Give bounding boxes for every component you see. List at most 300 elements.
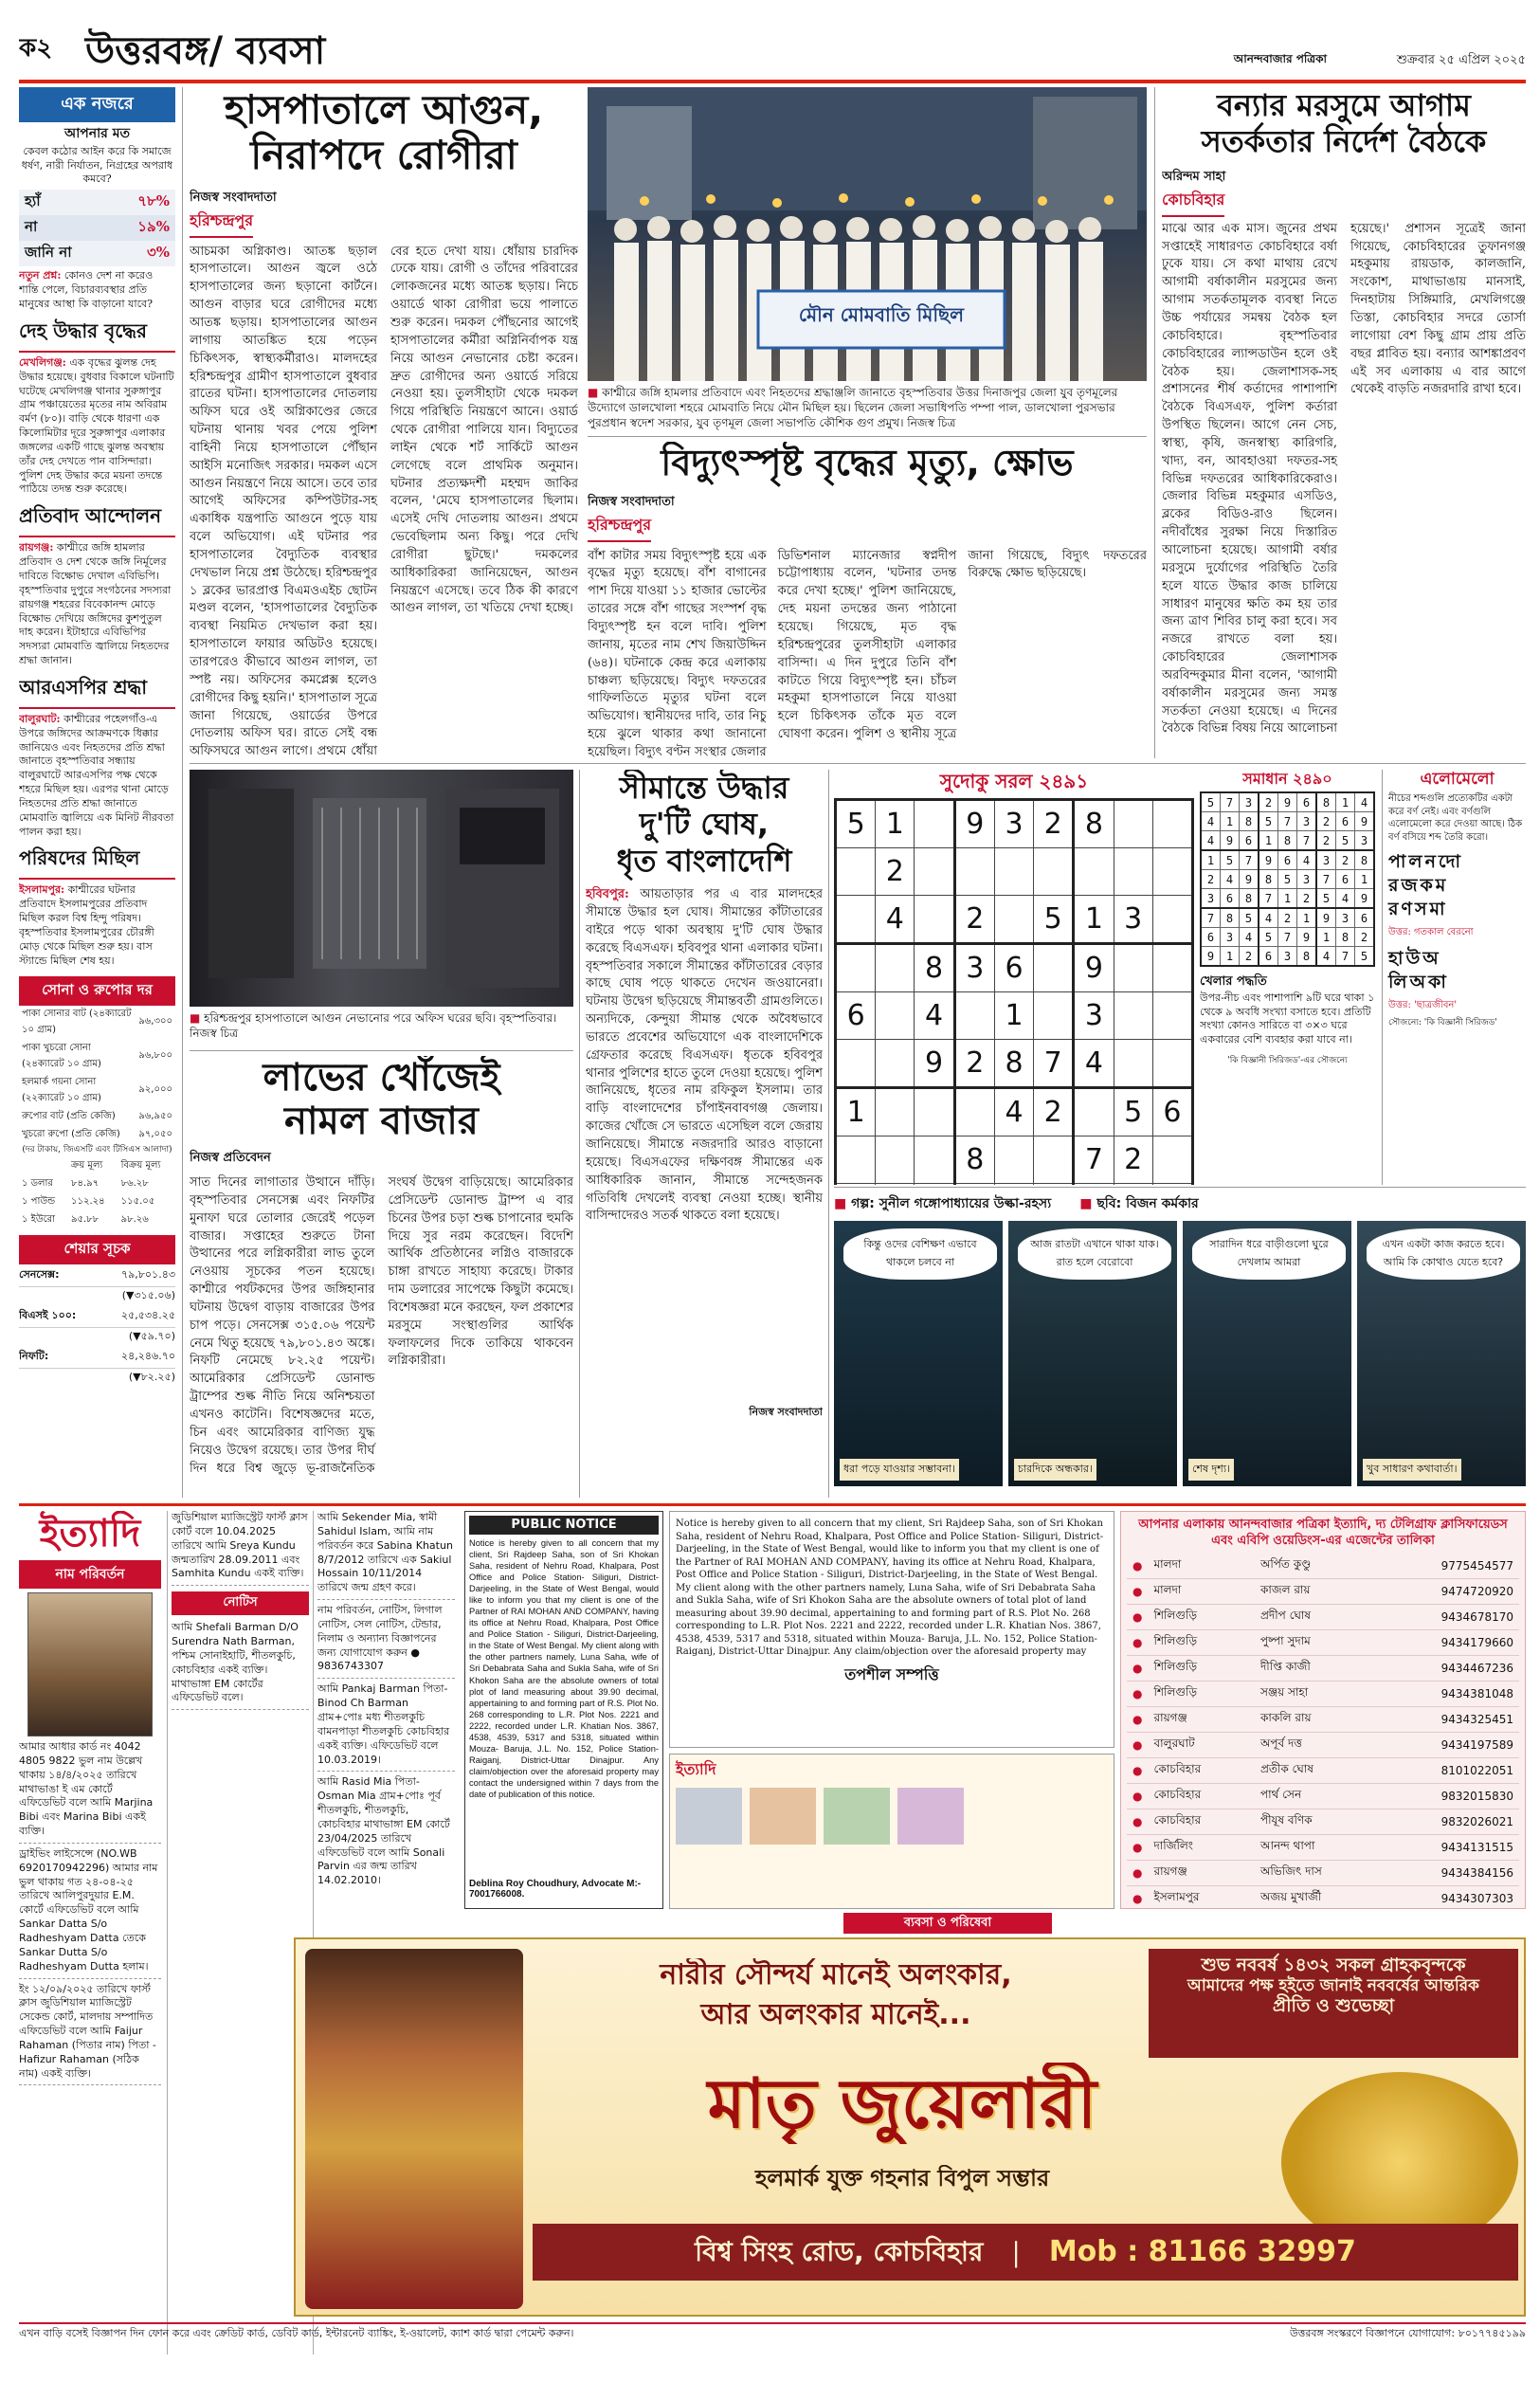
comic-panel [1357, 1221, 1526, 1486]
house-icon [824, 1788, 890, 1845]
byline: নিজস্ব সংবাদদাতা [190, 190, 277, 205]
jewel-subtitle: হলমার্ক যুক্ত গহনার বিপুল সম্ভার [754, 2165, 1050, 2191]
gold-label: খুচরো রুপো (প্রতি কেজি) [22, 1128, 120, 1139]
brief-place: রায়গঞ্জ: [19, 541, 54, 555]
sudoku-cell[interactable]: 3 [954, 944, 994, 992]
sudoku-cell[interactable]: 3 [1114, 896, 1152, 944]
solution-cell: 7 [1240, 850, 1259, 870]
sudoku-cell[interactable] [1152, 896, 1192, 944]
sudoku-cell[interactable] [1074, 848, 1114, 896]
sudoku-cell[interactable] [1152, 944, 1192, 992]
fire-story [190, 87, 578, 758]
solution-cell: 9 [1297, 928, 1317, 947]
currency-sell-head: বিক্রয় মূল্য [120, 1159, 161, 1171]
bullet: ● [1127, 1860, 1148, 1885]
agent-name: অজয় মুখার্জী [1255, 1885, 1396, 1909]
agent-row [1127, 1578, 1519, 1604]
solution-cell: 6 [1259, 947, 1278, 967]
solution-cell: 8 [1297, 947, 1317, 967]
comic-art-text: ছবি: বিজন কর্মকার [1096, 1196, 1199, 1211]
solution-cell: 4 [1201, 831, 1221, 851]
greeting-line: আমাদের পক্ষ হইতে জানাই নববর্ষের আন্তরিক [1187, 1975, 1479, 1995]
sudoku-cell[interactable]: 8 [1074, 800, 1114, 848]
agent-phone[interactable]: 9775454577 [1396, 1554, 1519, 1579]
sudoku-cell[interactable] [1074, 1088, 1114, 1136]
solution-cell: 5 [1259, 928, 1278, 947]
classified-ad: আমার আধার কার্ড নং 4042 4805 9822 ভুল নাম উল্লেখ থাকায় ১৪/৪/২০২৫ তারিখে মাথাভাঙা ই এম কোর্টে এফিডেভিট বলে আমি Marjina Bibi এবং Marina Bibi একই ব্যক্তি। [19, 1740, 161, 1844]
gold-label: হলমার্ক গয়না সোনা (২২ক্যারেট ১০ গ্রাম) [22, 1076, 101, 1103]
rule [834, 1187, 1526, 1188]
solution-cell: 9 [1355, 812, 1375, 831]
stock-change: (▼৫৯.৭০) [128, 1329, 175, 1342]
sudoku-cell[interactable] [876, 1136, 915, 1184]
agent-area: শিলিগুড়ি [1148, 1629, 1254, 1655]
solution-cell: 1 [1259, 831, 1278, 851]
agent-area: বালুরঘাট [1148, 1732, 1254, 1757]
byline: নিজস্ব সংবাদদাতা [588, 494, 675, 509]
sudoku-cell[interactable]: 2 [1034, 1088, 1074, 1136]
solution-row [1201, 792, 1374, 812]
agent-name: পুষ্পা সুদাম [1255, 1629, 1396, 1655]
agent-area: শিলিগুড়ি [1148, 1681, 1254, 1706]
speech-bubble: কিন্তু ওদের বেশিক্ষণ এভাবে থাকলে চলবে না [843, 1228, 997, 1280]
gold-row [19, 1074, 175, 1108]
comic-title-text: গল্প: সুনীল গঙ্গোপাধ্যায়ের উল্কা-রহস্য [851, 1196, 1052, 1211]
sudoku-cell[interactable]: 4 [876, 896, 915, 944]
sudoku-cell[interactable] [915, 1184, 954, 1186]
agent-phone[interactable]: 9434197589 [1396, 1732, 1519, 1757]
jumble-word: পালনদো [1388, 851, 1464, 873]
agent-row [1127, 1809, 1519, 1834]
bullet: ● [1127, 1655, 1148, 1681]
sudoku-row [836, 800, 1193, 848]
sudoku-cell[interactable] [1114, 1040, 1152, 1088]
sudoku-cell[interactable] [836, 944, 876, 992]
solution-cell: 9 [1259, 850, 1278, 870]
brief-text: কাশ্মীরের পহেলগাঁও-এ উপরে জঙ্গিদের আক্রমণকে ধিক্কার জানিয়েও এবং নিহতদের প্রতি শ্রদ্ধা জানাতে বৃহস্পতিবার সন্ধ্যায় বালুরঘাটে আরএসপির পক্ষ থেকে শহরে মিছিল হয়। এরপর থানা মোড়ে নিহতদের প্রতি শ্রদ্ধা জানাতে মোমবাতি জ্বালিয়ে এক মিনিট নীরবতা পালন করা হয়। [19, 712, 174, 838]
sudoku-cell[interactable]: 3 [994, 800, 1033, 848]
brief-title: পরিষদের মিছিল [19, 845, 175, 880]
sudoku-cell[interactable] [1152, 800, 1192, 848]
sudoku-cell[interactable]: 8 [994, 1040, 1033, 1088]
dateline: হরিশ্চন্দ্রপুর [190, 209, 253, 238]
sudoku-cell[interactable] [1152, 1184, 1192, 1186]
jumble-word: লিঅকা [1388, 972, 1449, 993]
sudoku-cell[interactable] [1034, 848, 1074, 896]
poll-label: জানি না [25, 244, 72, 262]
solution-cell: 2 [1355, 928, 1375, 947]
sudoku-cell[interactable] [876, 992, 915, 1040]
solution-cell: 9 [1221, 831, 1240, 851]
sudoku-cell[interactable]: 4 [915, 992, 954, 1040]
sudoku-row [836, 1184, 1193, 1186]
sudoku-cell[interactable] [1152, 1136, 1192, 1184]
gold-title: সোনা ও রুপোর দর [19, 976, 175, 1006]
comic-strip [834, 1192, 1526, 1498]
currency-buy: ৮৪.৯৭ [70, 1177, 100, 1189]
gold-row [19, 1126, 175, 1144]
brief-item [19, 845, 175, 968]
classified-ad: আমি Sekender Mia, স্বামী Sahidul Islam, আমি নাম পরিবর্তন করে Sabina Khatun 8/7/2012 তারিখে এক Sakiul Hossain 10/11/2014 তারিখে জন্ম গ্রহণ করে। [317, 1511, 455, 1600]
brief-text: কাশ্মীরে জঙ্গি হামলার প্রতিবাদ ও দেশ থেকে জঙ্গি নির্মূলের দাবিতে বিক্ষোভ দেখাল এবিভিপি। বৃহস্পতিবার দুপুরে সংগঠনের সদস্যরা রায়গঞ্জ শহরের বিবেকানন্দ মোড়ে বিক্ষোভ দেখিয়ে জঙ্গিদের কুশপুতুল দাহ করেন। ইটাহারে এবিভিপির সদস্যরা মোমবাতি জ্বালিয়ে নিহতদের শ্রদ্ধা জানান। [19, 541, 172, 667]
agent-phone[interactable]: 9434384156 [1396, 1860, 1519, 1885]
bullet: ● [1127, 1757, 1148, 1783]
sudoku-cell[interactable]: 7 [1034, 1040, 1074, 1088]
sudoku-cell[interactable]: 9 [954, 800, 994, 848]
gold-label: পাকা খুচরো সোনা (২৪ক্যারেট ১০ গ্রাম) [22, 1042, 101, 1069]
bullet: ● [1127, 1783, 1148, 1809]
sudoku-cell[interactable] [915, 896, 954, 944]
sudoku-cell[interactable] [994, 896, 1033, 944]
sudoku-cell[interactable]: 4 [994, 1088, 1033, 1136]
poll-next-question: কোনও দেশ না করেও শান্তি পেলে, বিচারব্যবস্থার প্রতি মানুষের আস্থা কি বাড়ানো যাবে? [19, 269, 154, 311]
agent-phone[interactable]: 9434381048 [1396, 1681, 1519, 1706]
property-notice [669, 1511, 1114, 1748]
poll-results [19, 190, 175, 266]
solution-cell: 4 [1240, 928, 1259, 947]
agent-area: মালদা [1148, 1578, 1254, 1604]
border-headline-line: দু'টি ঘোষ, [639, 806, 770, 843]
comic-title: ■ গল্প: সুনীল গঙ্গোপাধ্যায়ের উল্কা-রহস্য [834, 1196, 1052, 1211]
agent-phone[interactable]: 9434678170 [1396, 1604, 1519, 1629]
solution-row [1201, 928, 1374, 947]
fire-headline [190, 87, 578, 179]
comic-panels [834, 1221, 1526, 1486]
sudoku-row [836, 1088, 1193, 1136]
electric-story [588, 442, 1147, 758]
poll-row [19, 241, 175, 266]
solution-cell: 8 [1278, 831, 1297, 851]
sudoku-cell[interactable] [1114, 1184, 1152, 1186]
agent-phone[interactable]: 9832026021 [1396, 1809, 1519, 1834]
solution-cell: 3 [1316, 850, 1336, 870]
speech-bubble: আজ রাতটা এখানে থাকা যাক। রাত হলে বেরোবো [1018, 1228, 1171, 1280]
electric-headline: বিদ্যুৎস্পৃষ্ট বৃদ্ধের মৃত্যু, ক্ষোভ [661, 442, 1074, 483]
sudoku-cell[interactable]: 6 [1152, 1088, 1192, 1136]
solution-cell: 6 [1355, 908, 1375, 928]
solution-row [1201, 831, 1374, 851]
poll-title: আপনার মত [63, 126, 131, 141]
sudoku-cell[interactable] [836, 1136, 876, 1184]
sudoku-cell[interactable] [836, 896, 876, 944]
sudoku-cell[interactable] [915, 1136, 954, 1184]
sudoku-cell[interactable]: 9 [1074, 944, 1114, 992]
brief-item [19, 674, 175, 840]
sudoku-row [836, 896, 1193, 944]
sudoku-cell[interactable] [1152, 992, 1192, 1040]
sudoku-cell[interactable] [1114, 944, 1152, 992]
market-headline [190, 1056, 573, 1143]
classified-ad: জুডিশিয়াল ম্যাজিস্ট্রেট ফার্স্ট ক্লাস কোর্ট বলে 10.04.2025 তারিখে আমি Sreya Kundu জন্মতারিখ 28.09.2011 এবং Samhita Kundu একই ব্যক্তি। [172, 1511, 309, 1586]
agent-row [1127, 1834, 1519, 1860]
sudoku-cell[interactable]: 2 [954, 896, 994, 944]
sudoku-cell[interactable]: 3 [1074, 992, 1114, 1040]
sudoku-cell[interactable] [994, 1136, 1033, 1184]
sudoku-cell[interactable]: 2 [1114, 1136, 1152, 1184]
border-story [586, 770, 823, 1498]
solution-cell: 3 [1336, 908, 1355, 928]
bullet: ● [1127, 1578, 1148, 1604]
jewel-mobile: Mob : 81166 32997 [1048, 2235, 1356, 2268]
flood-story-body: মাঝে আর এক মাস। জুনের প্রথম সপ্তাহেই সাধারণত কোচবিহারে বর্ষা ঢুকে যায়। সে কথা মাথায় রেখে আগামী বর্ষাকালীন মরসুমের জন্য আগাম সতর্কতামূলক ব্যবস্থা নিতে উচ্চ পর্যায়ের সমন্বয় বৈঠক হল কোচবিহারে। বৃহস্পতিবার কোচবিহারের ল্যান্সডাউন হলে ওই বৈঠক হয়। জেলাশাসক-সহ প্রশাসনের শীর্ষ কর্তাদের পাশাপাশি বৈঠকে বিএসএফ, পুলিশ কর্তারা উপস্থিত ছিলেন। আগে নেন সেচ, স্বাস্থ্য, কৃষি, জনস্বাস্থ্য কারিগরি, খাদ্য, বন, আবহাওয়া দফতর-সহ বিভিন্ন দফতরের আধিকারিকেরাও। জেলার বিভিন্ন মহকুমার এসডিও, ব্লকের বিডিও-রাও ছিলেন। নদীবাঁধের সুরক্ষা নিয়ে দিস্তারিত আলোচনা হয়েছে। আগামী বর্ষার মরসুমে দুর্যোগের পরিস্থিতি তৈরি হলে যাতে উদ্ধার কাজ চালিয়ে সাধারণ মানুষের ক্ষতি কম হয় তার জন্য ত্রাণ শিবির চালু করা হবে। সব নজরে রাখতে বলা হয়। কোচবিহারের জেলাশাসক অরবিন্দকুমার মীনা বলেন, 'আগামী বর্ষাকালীন মরসুমের জন্য সমস্ত সতর্কতা নেওয়া হয়েছে। এ দিনের বৈঠকে বিভিন্ন বিষয় নিয়ে আলোচনা হয়েছে।' প্রশাসন সূত্রেই জানা গিয়েছে, কোচবিহারের তুফানগঞ্জ মহকুমায় রায়ডাক, কালজানি, সংকোশ, মাথাভাঙায় মানসাই, দিনহাটায় সিঙ্গিমারি, মেখলিগঞ্জে তিস্তা, কোচবিহার সদরে তোর্সা লাগোয়া বেশ কিছু গ্রাম প্রায় প্রতি বছর প্লাবিত হয়। বন্যার আশঙ্কাপ্রবণ এই সব এলাকায় এ বার আগে থেকেই বাড়তি নজরদারি রাখা হবে। [1162, 221, 1526, 736]
solution-cell: 4 [1316, 947, 1336, 967]
sudoku-cell[interactable]: 8 [954, 1136, 994, 1184]
gadget-icon [897, 1788, 964, 1845]
agent-phone[interactable]: 9434325451 [1396, 1706, 1519, 1732]
agent-row [1127, 1885, 1519, 1909]
public-notice-text: Notice is hereby given to all concern that my client, Sri Rajdeep Saha, son of Sri Khokan Saha, resident of Nehru Road, Khalpara, Post Office and Police Station- Siliguri, District- Darjeeling, in the State of West Bengal, would like to inform you that my client is one of the Partner of RAI MOHAN AND COMPANY, having its office at Nehru Road, Khalpara, Post Office and Police Station - Siliguri, District-Darjeeling, in the State of West Bengal. My client along with the other partners namely, Luna Saha, wife of Sri Debabrata Saha and Sukla Saha, wife of Sri Khokon Saha are the absolute owners of total plot of land measuring about 39.90 decimal, appertaining to and forming part of R.S. Plot No. 268 corresponding to L.R. Plot Nos. 2221 and 2222, recorded under L.R. Khatian Nos. 3867, 4538, 4539, 5317 and 5318, situated within Mouza- Baruja, J.L. No. 152, Police Station- Raiganj, District-Uttar Dinajpur. Any claim/objection over the aforesaid property may contact the undersigned within 7 days from the date of publication of this notice. [469, 1537, 659, 1800]
flood-headline [1162, 87, 1526, 160]
solution-cell: 7 [1316, 870, 1336, 889]
currency-sell: ৯৮.২৬ [120, 1213, 149, 1225]
public-notice-signature: Deblina Roy Choudhury, Advocate M:- 7001766008. [469, 1878, 642, 1900]
border-headline [586, 770, 823, 879]
sudoku-row [836, 848, 1193, 896]
solution-cell: 1 [1297, 908, 1317, 928]
fire-story-body: আচমকা অগ্নিকাণ্ড। আতঙ্ক ছড়াল হাসপাতালে। আগুন জ্বলে ওঠে হাসপাতালের জন্য ছড়ানো কার্টনে। আগুন বাড়ার ঘরে রোগীদের মধ্যে আতঙ্ক ছড়ায়। হাসপাতালের আগুন লাগায় আতঙ্কিত হয়ে পড়েন চিকিৎসক, স্বাস্থ্যকর্মীরাও। মালদহের হরিশ্চন্দ্রপুর গ্রামীণ হাসপাতালে বুধবার রাতের ঘটনা। হাসপাতালের দোতলায় অফিস ঘরে ওই অগ্নিকাণ্ডের জেরে ঘটনায় থানায় খবর পেয়ে পুলিশ বাহিনী নিয়ে হাসপাতালে পৌঁছান আইসি মনোজিৎ সরকার। দমকল এসে আগুন নিয়ন্ত্রণে নিয়ে আসে। তবে তার আগেই অফিসের কম্পিউটার-সহ একাধিক যন্ত্রপাতি আগুনে পুড়ে যায় বলে অভিযোগ। এই ঘটনার পর হাসপাতালের বৈদ্যুতিক ব্যবস্থার দেখভাল নিয়ে প্রশ্ন উঠেছে। হরিশ্চন্দ্রপুর ১ ব্লকের ভারপ্রাপ্ত বিএমওএইচ ছোটন মণ্ডল বলেন, 'হাসপাতালের বৈদ্যুতিক ব্যবস্থা নিয়মিত দেখভাল করা হয়। হাসপাতালে ফায়ার অডিটও হয়েছে। তারপরেও কীভাবে আগুন লাগল, তা স্পষ্ট নয়। অফিসের কমপ্লেক্স হলেও রোগীদের কিছু হয়নি।' হাসপাতাল সূত্রে জানা গিয়েছে, ওয়ার্ডের উপরে দোতলায় অফিস ঘর। রাতে সেই বন্ধ অফিসঘরে আগুন লাগে। প্রথমে ধোঁয়া বের হতে দেখা যায়। ধোঁয়ায় চারদিক ঢেকে যায়। রোগী ও তাঁদের পরিবারের লোকজনের মধ্যে আতঙ্ক ছড়ায়। নিচে ওয়ার্ডে থাকা রোগীরা ভয়ে পালাতে শুরু করেন। দমকল পৌঁছনোর আগেই হাসপাতালের কর্মীরা অগ্নিনির্বাপক যন্ত্র নিয়ে আগুন নেভানোর চেষ্টা করেন। দ্রুত রোগীদের অন্য ওয়ার্ডে সরিয়ে নেওয়া হয়। তুলসীহাটা থেকে দমকল গিয়ে পরিস্থিতি নিয়ন্ত্রণে আনে। ওয়ার্ড থেকে রোগীরা পালিয়ে যান। বিদ্যুতের লাইন থেকে শর্ট সার্কিটে আগুন লেগেছে বলে প্রাথমিক অনুমান। ঘটনার প্রত্যক্ষদর্শী মহম্মদ জাকির বলেন, 'মেঘে হাসপাতালের ছিলাম। এসেই দেখি দোতলায় আগুন। প্রথমে ভেবেছিলাম অন্য কিছু। পরে দেখি রোগীরা ছুটছে।' দমকলের আধিকারিকরা জানিয়েছেন, আগুন নিয়ন্ত্রণে এসেছে। তবে ঠিক কী কারণে আগুন লাগল, তা খতিয়ে দেখা হচ্ছে। [190, 244, 578, 758]
agent-area: রায়গঞ্জ [1148, 1706, 1254, 1732]
gold-value: ৯২,০০০ [138, 1084, 172, 1096]
name-change-label: নাম পরিবর্তন [19, 1560, 161, 1589]
dateline: হরিশ্চন্দ্রপুর [588, 513, 651, 542]
solution-cell: 5 [1201, 792, 1221, 812]
rule [588, 436, 1147, 437]
agent-area: শিলিগুড়ি [1148, 1655, 1254, 1681]
jumble-puzzle [1382, 770, 1526, 1185]
gold-table [19, 1006, 175, 1144]
fire-headline-line: হাসপাতালে আগুন, [224, 87, 544, 133]
sidebar [19, 87, 175, 1498]
sudoku-cell[interactable] [1034, 1184, 1074, 1186]
solution-cell: 3 [1221, 928, 1240, 947]
panel-caption: ধরা পড়ে যাওয়ার সম্ভাবনা। [840, 1459, 959, 1481]
sudoku-cell[interactable] [1152, 848, 1192, 896]
sudoku-cell[interactable]: 5 [836, 800, 876, 848]
gold-note: (দর টাকায়, জিএসটি এবং টিসিএস আলাদা) [22, 1144, 172, 1155]
sudoku-cell[interactable] [1034, 944, 1074, 992]
currency-row [19, 1211, 175, 1229]
sudoku-grid [834, 798, 1194, 1185]
sudoku-cell[interactable] [954, 1184, 994, 1186]
solution-cell: 6 [1336, 870, 1355, 889]
public-notice-title: PUBLIC NOTICE [469, 1516, 659, 1535]
jumble-answer: উত্তর: 'ছাত্রজীবন' [1388, 999, 1458, 1010]
solution-cell: 7 [1297, 831, 1317, 851]
issue-date: শুক্রবার ২৫ এপ্রিল ২০২৫ [1396, 53, 1526, 67]
solution-cell: 3 [1297, 812, 1317, 831]
sudoku-cell[interactable] [836, 1184, 876, 1186]
poll-question: কেবল কঠোর আইন করে কি সমাজে ধর্ষণ, নারী নির্যাতন, নিগ্রহের অপরাধ কমবে? [21, 144, 173, 186]
solution-title: সমাধান ২৪৯০ [1242, 770, 1332, 788]
jumble-intro: নীচের শব্দগুলি প্রত্যেকটির একটা করে বর্ণ নেই। এবং বর্ণগুলি এলোমেলো করে দেওয়া আছে। ঠিক বর্ণ বসিয়ে শব্দ তৈরি করো। [1388, 793, 1523, 843]
solution-cell: 5 [1259, 812, 1278, 831]
agent-area: শিলিগুড়ি [1148, 1604, 1254, 1629]
sudoku-cell[interactable] [1114, 800, 1152, 848]
sudoku-cell[interactable]: 7 [1074, 1136, 1114, 1184]
solution-cell: 9 [1316, 908, 1336, 928]
brief-place: বালুরঘাট: [19, 712, 61, 725]
agent-name: অভিজিৎ দাস [1255, 1860, 1396, 1885]
sudoku-cell[interactable] [954, 1088, 994, 1136]
classified-ad: ড্রাইভিং লাইসেন্সে (NO.WB 6920170942296) আমার নাম ভুল থাকায় গত ২৪-০৪-২৫ তারিখে আলিপুরদুয়ার E.M. কোর্টে এফিডেভিট বলে আমি Sankar Datta S/o Radheshyam Datta তেকে Sankar Dutta S/o Radheshyam Dutta হলাম। [19, 1847, 161, 1979]
sudoku-cell[interactable] [876, 944, 915, 992]
sudoku-cell[interactable] [915, 848, 954, 896]
sudoku-row [836, 1040, 1193, 1088]
jewel-tagline: আর অলংকার মানেই... [700, 1998, 971, 2031]
gold-value: ৯৬,৮০০ [138, 1050, 172, 1062]
agent-row [1127, 1706, 1519, 1732]
sudoku-cell[interactable] [915, 800, 954, 848]
sudoku-cell[interactable]: 6 [994, 944, 1033, 992]
solution-cell: 7 [1336, 947, 1355, 967]
flood-headline-line: সতর্কতার নির্দেশ বৈঠকে [1201, 123, 1487, 160]
stock-value: ২৪,২৪৬.৭০ [120, 1349, 175, 1362]
jumble-word: হাউঅ [1388, 948, 1441, 970]
bullet: ● [1127, 1706, 1148, 1732]
bullet: ● [1127, 1604, 1148, 1629]
sudoku-cell[interactable]: 9 [915, 1040, 954, 1088]
solution-cell: 8 [1355, 850, 1375, 870]
sudoku-cell[interactable] [1074, 1184, 1114, 1186]
border-story-body [586, 886, 823, 1398]
panel-caption: খুব সাধারণ কথাবার্তা। [1363, 1459, 1461, 1481]
sudoku-cell[interactable]: 1 [994, 992, 1033, 1040]
sudoku-cell[interactable] [876, 1088, 915, 1136]
sudoku-cell[interactable] [876, 1184, 915, 1186]
agent-name: সঞ্জয় সাহা [1255, 1681, 1396, 1706]
stock-label: সেনসেক্স: [19, 1267, 60, 1281]
sudoku-cell[interactable] [994, 848, 1033, 896]
sudoku-cell[interactable]: 2 [954, 1040, 994, 1088]
solution-cell: 8 [1240, 889, 1259, 909]
hospital-fire-illustration [190, 770, 573, 1007]
agent-row [1127, 1732, 1519, 1757]
market-headline-line: লাভের খোঁজেই [263, 1056, 500, 1100]
currency-label: ১ পাউন্ড [22, 1195, 56, 1207]
classified-ad: ইং ১২/০৯/২০২৫ তারিখে ফার্স্ট ক্লাস জুডিশিয়াল ম্যাজিস্ট্রেট সেকেন্ড কোর্ট, মালদায় সম্পাদিত এফিডেভিট বলে আমি Faijur Rahaman (পিতার নাম) পিতা - Hafizur Rahaman (সঠিক নাম) একই ব্যক্তি। [19, 1983, 161, 2086]
sudoku-cell[interactable] [836, 848, 876, 896]
solution-cell: 4 [1336, 889, 1355, 909]
sudoku-cell[interactable] [1114, 848, 1152, 896]
agent-row [1127, 1681, 1519, 1706]
greeting-box [1149, 1949, 1518, 2058]
sudoku-cell[interactable]: 2 [876, 848, 915, 896]
stock-label: নিফটি: [19, 1349, 49, 1362]
brief-title: আরএসপির শ্রদ্ধা [19, 674, 175, 709]
sudoku-cell[interactable] [1034, 1136, 1074, 1184]
solution-cell: 8 [1316, 792, 1336, 812]
sudoku-row [836, 992, 1193, 1040]
agent-phone[interactable]: 9434307303 [1396, 1885, 1519, 1909]
poll-row [19, 190, 175, 215]
rules-title: খেলার পদ্ধতি [1200, 974, 1267, 990]
solution-cell: 6 [1336, 812, 1355, 831]
panel-caption: চারদিকে অন্ধকার। [1014, 1459, 1096, 1481]
agent-phone[interactable]: 9832015830 [1396, 1783, 1519, 1809]
brief-title: দেহ উদ্ধার বৃদ্ধের [19, 318, 175, 353]
section-title: উত্তরবঙ্গ/ ব্যবসা [85, 29, 326, 73]
stock-row [19, 1305, 175, 1328]
gold-value: ৯৬,৯৫০ [138, 1110, 172, 1121]
sudoku-cell[interactable] [876, 1040, 915, 1088]
sudoku-cell[interactable] [1152, 1040, 1192, 1088]
agent-area: দার্জিলিং [1148, 1834, 1254, 1860]
solution-cell: 1 [1201, 850, 1221, 870]
solution-cell: 7 [1221, 792, 1240, 812]
agent-phone[interactable]: 9474720920 [1396, 1578, 1519, 1604]
sudoku-row [836, 1136, 1193, 1184]
solution-cell: 2 [1297, 889, 1317, 909]
sudoku-cell[interactable]: 1 [876, 800, 915, 848]
agent-phone[interactable]: 9434131515 [1396, 1834, 1519, 1860]
sudoku-cell[interactable] [836, 1040, 876, 1088]
agent-phone[interactable]: 9434179660 [1396, 1629, 1519, 1655]
solution-cell: 8 [1221, 908, 1240, 928]
solution-cell: 1 [1336, 792, 1355, 812]
sudoku-cell[interactable]: 5 [1114, 1088, 1152, 1136]
gold-row [19, 1040, 175, 1074]
sudoku-cell[interactable] [1114, 992, 1152, 1040]
sudoku-cell[interactable] [1034, 992, 1074, 1040]
sudoku-cell[interactable] [954, 848, 994, 896]
sudoku-cell[interactable] [915, 1088, 954, 1136]
solution-cell: 6 [1221, 889, 1240, 909]
bullet: ● [1127, 1834, 1148, 1860]
dateline: হবিবপুর: [586, 887, 629, 902]
agent-name: অর্পিত কুণ্ডু [1255, 1554, 1396, 1579]
jumble-answer: উত্তর: গতকাল বেরনো [1388, 926, 1474, 937]
dateline: কোচবিহার [1162, 188, 1224, 217]
solution-cell: 4 [1355, 792, 1375, 812]
solution-cell: 1 [1221, 947, 1240, 967]
agent-phone[interactable]: 8101022051 [1396, 1757, 1519, 1783]
sudoku-cell[interactable]: 1 [1074, 896, 1114, 944]
greeting-line: শুভ নববর্ষ ১৪৩২ সকল গ্রাহকবৃন্দকে [1201, 1955, 1466, 1975]
stock-value: ৭৯,৮০১.৪৩ [120, 1267, 175, 1281]
hospital-fire-caption: ■ হরিশ্চন্দ্রপুর হাসপাতালে আগুন নেভানোর পরে অফিস ঘরের ছবি। বৃহস্পতিবার। নিজস্ব চিত্র [190, 1011, 557, 1041]
greeting-line: প্রীতি ও শুভেচ্ছা [1272, 1995, 1395, 2017]
solution-cell: 1 [1221, 812, 1240, 831]
sudoku-cell[interactable]: 2 [1034, 800, 1074, 848]
brief-item [19, 502, 175, 668]
agent-phone[interactable]: 9434467236 [1396, 1655, 1519, 1681]
solution-cell: 2 [1201, 870, 1221, 889]
sudoku-cell[interactable] [994, 1184, 1033, 1186]
poll-value: ৭৮% [137, 192, 170, 210]
gold-row [19, 1108, 175, 1126]
poll-row [19, 215, 175, 241]
ittyadi-column [19, 1511, 161, 2355]
agent-name: কাকলি রায় [1255, 1706, 1396, 1732]
sudoku-cell[interactable]: 6 [836, 992, 876, 1040]
rule [190, 1050, 573, 1051]
sudoku-cell[interactable]: 4 [1074, 1040, 1114, 1088]
sudoku-cell[interactable]: 1 [836, 1088, 876, 1136]
furniture-icon [750, 1788, 816, 1845]
bullet: ● [1127, 1732, 1148, 1757]
flood-story [1162, 87, 1526, 758]
agent-area: মালদা [1148, 1554, 1254, 1579]
bullet: ● [1127, 1554, 1148, 1579]
sudoku-cell[interactable]: 8 [915, 944, 954, 992]
sudoku-cell[interactable]: 5 [1034, 896, 1074, 944]
sudoku-cell[interactable] [954, 992, 994, 1040]
solution-row [1201, 889, 1374, 909]
ads-rule [19, 1503, 1526, 1506]
column-divider [1154, 87, 1155, 758]
solution-cell: 5 [1355, 947, 1375, 967]
comic-panel [1183, 1221, 1351, 1486]
